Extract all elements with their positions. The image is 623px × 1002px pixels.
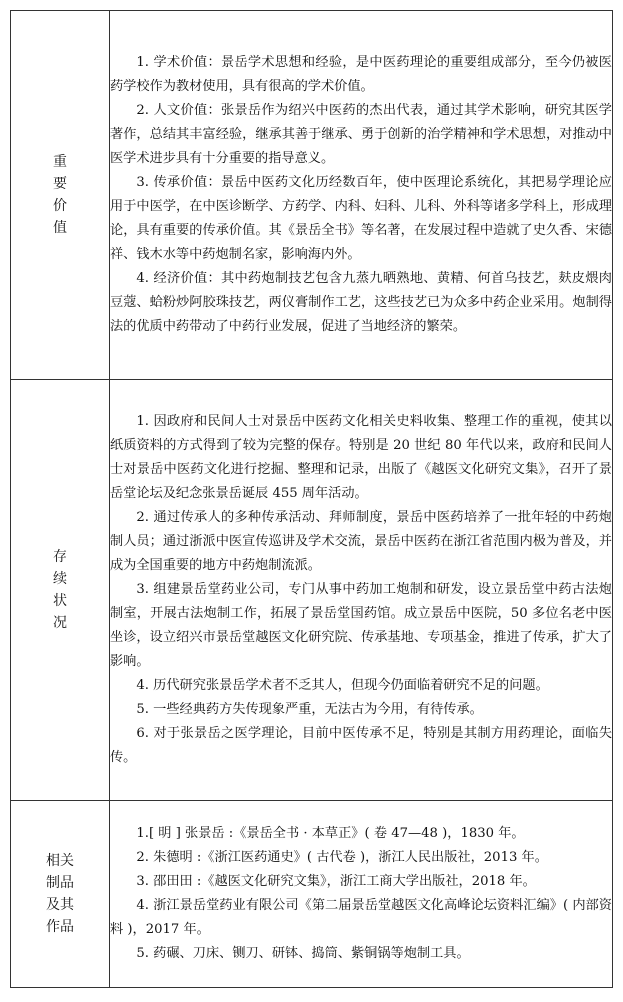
label-char: 要 [53,176,67,192]
paragraph-status-2: 2. 通过传承人的多种传承活动、拜师制度，景岳中医药培养了一批年轻的中药炮制人员；通过浙派中医宣传巡讲及学术交流，景岳中医药在浙江省范围内极为普及，并成为全国重要的地方中药炮制流派。 [110,510,612,573]
paragraph-economic-value: 4. 经济价值：其中药炮制技艺包含九蒸九晒熟地、黄精、何首乌技艺，麸皮煨肉豆蔻、蛤粉炒阿胶珠技艺，两仪膏制作工艺，这些技艺已为众多中药企业采用。炮制得法的优质中药带动了中药行业发展，促进了当地经济的繁荣。 [110,271,612,334]
paragraph-status-4: 4. 历代研究张景岳学术者不乏其人，但现今仍面临着研究不足的问题。 [136,678,549,693]
reference-item-1: 1.[ 明 ] 张景岳 :《景岳全书 · 本草正》( 卷 47—48 )，1830 年。 [136,826,525,841]
reference-item-2: 2. 朱德明 :《浙江医药通史》( 古代卷 )，浙江人民出版社，2013 年。 [136,850,548,865]
row-content-related-works [110,801,613,988]
label-char: 重 [53,154,67,170]
reference-item-3: 3. 邵田田 :《越医文化研究文集》，浙江工商大学出版社，2018 年。 [136,874,536,889]
reference-item-5: 5. 药碾、刀床、铡刀、研钵、捣筒、紫铜锅等炮制工具。 [136,946,470,961]
label-line: 及其 [46,897,74,913]
label-char: 价 [53,198,67,214]
table-row-status [11,380,613,801]
row-label-related-works [11,801,110,988]
paragraph-academic-value: 1. 学术价值：景岳学术思想和经验，是中医药理论的重要组成部分，至今仍被医药学校作为教材使用，具有很高的学术价值。 [110,55,612,94]
label-line: 制品 [46,875,74,891]
label-char: 存 [53,549,67,565]
table-row-importance [11,11,613,380]
label-char: 续 [53,571,67,587]
paragraph-status-6: 6. 对于张景岳之医学理论，目前中医传承不足，特别是其制方用药理论，面临失传。 [110,726,612,765]
heritage-info-table [10,10,613,988]
paragraph-status-5: 5. 一些经典药方失传现象严重，无法古为今用，有待传承。 [136,702,483,717]
row-label-status [11,380,110,801]
paragraph-status-1: 1. 因政府和民间人士对景岳中医药文化相关史料收集、整理工作的重视，使其以纸质资料的方式得到了较为完整的保存。特别是 20 世纪 80 年代以来，政府和民间人士对景岳中医药文化进行挖掘、整理和记录，出版了《越医文化研究文集》，召开了景岳堂论坛及纪念张景岳诞辰 455 周年活动。 [110,414,612,501]
label-char: 值 [53,220,67,236]
label-char: 况 [53,615,67,631]
paragraph-inheritance-value: 3. 传承价值：景岳中医药文化历经数百年，使中医理论系统化，其把易学理论应用于中医学，在中医诊断学、方药学、内科、妇科、儿科、外科等诸多学科上，形成理论，具有重要的传承价值。其《景岳全书》等名著，在发展过程中造就了史久香、宋德祥、钱木水等中药炮制名家，影响海内外。 [110,175,612,262]
label-line: 作品 [46,919,74,935]
label-line: 相关 [46,853,74,869]
reference-item-4: 4. 浙江景岳堂药业有限公司《第二届景岳堂越医文化高峰论坛资料汇编》( 内部资料 )，2017 年。 [110,898,612,937]
row-label-importance [11,11,110,380]
row-content-importance [110,11,613,380]
row-content-status [110,380,613,801]
table-row-related-works [11,801,613,988]
paragraph-humanistic-value: 2. 人文价值：张景岳作为绍兴中医药的杰出代表，通过其学术影响，研究其医学著作，总结其丰富经验，继承其善于继承、勇于创新的治学精神和学术思想，对推动中医学术进步具有十分重要的指导意义。 [110,103,612,166]
label-char: 状 [53,593,67,609]
paragraph-status-3: 3. 组建景岳堂药业公司，专门从事中药加工炮制和研发，设立景岳堂中药古法炮制室，开展古法炮制工作，拓展了景岳堂国药馆。成立景岳中医院，50 多位名老中医坐诊，设立绍兴市景岳堂越医文化研究院、传承基地、专项基金，推进了传承，扩大了影响。 [110,582,612,669]
